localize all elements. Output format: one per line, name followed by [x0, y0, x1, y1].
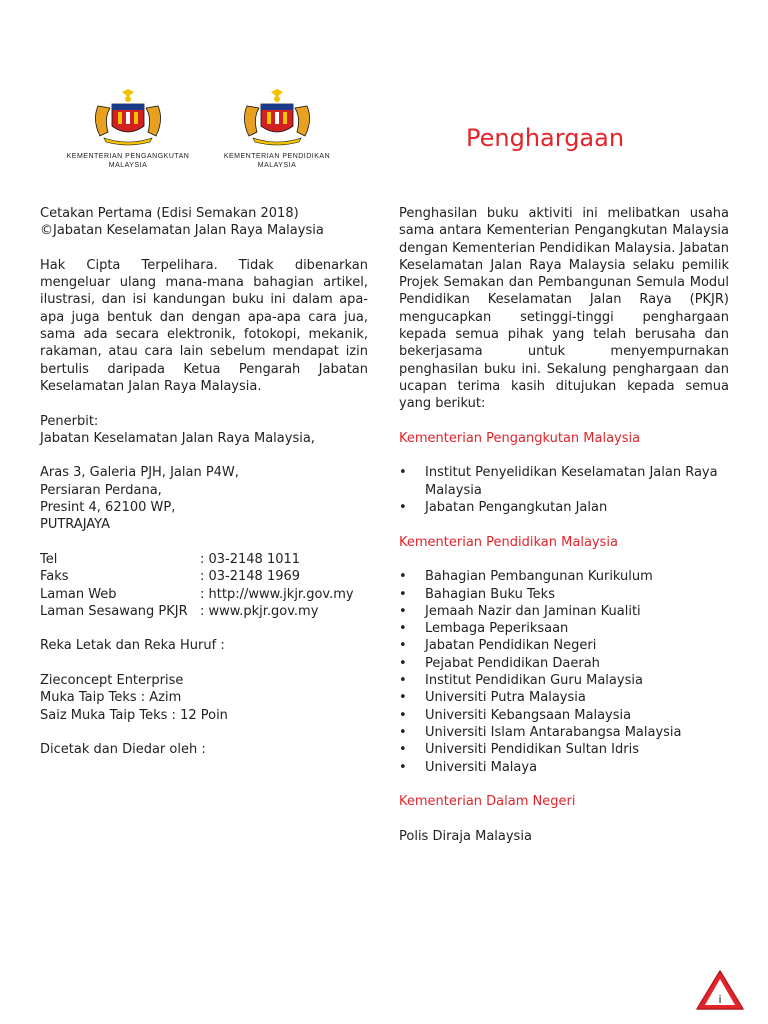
list-item [399, 741, 729, 758]
list-item [399, 603, 729, 620]
list-item [399, 586, 729, 603]
intro-paragraph: Penghasilan buku aktiviti ini melibatkan usaha sama antara Kementerian Pengangkutan Malaysia dengan Kementerian Pendidikan Malaysia. Jabatan Keselamatan Jalan Raya Malaysia selaku pemilik Projek Semakan dan Pembangunan Semula Modul Pendidikan Keselamatan Jalan Raya (PKJR) mengucapkan setinggi-tinggi penghargaan kepada semua pihak yang telah berusaha dan bekerjasama untuk menyempurnakan penghasilan buku ini. Sekalung penghargaan dan ucapan terima kasih ditujukan kepada semua yang berikut: [399, 206, 729, 412]
list-item [399, 464, 729, 499]
list-item [399, 672, 729, 689]
warning-sign-icon [694, 968, 746, 1012]
sign-glyph: i [718, 993, 722, 1006]
list-item-label: Bahagian Pembangunan Kurikulum [425, 569, 653, 585]
rights-statement: Hak Cipta Terpelihara. Tidak dibenarkan mengeluar ulang mana-mana bahagian artikel, ilustrasi, dan isi kandungan buku ini dalam apa-apa juga bentuk dan dengan apa-apa cara jua, sama ada secara elektronik, fotokopi, mekanik, rakaman, atau cara lain sebelum mendapat izin bertulis daripada Ketua Pengarah Jabatan Keselamatan Jalan Raya Malaysia. [40, 257, 368, 394]
list-item [399, 620, 729, 637]
coat-of-arms-icon [237, 88, 317, 148]
section-heading-education: Kementerian Pendidikan Malaysia [399, 534, 618, 550]
section-heading-home-affairs: Kementerian Dalam Negeri [399, 794, 576, 810]
home-affairs-agency: Polis Diraja Malaysia [399, 828, 532, 844]
address-line: Aras 3, Galeria PJH, Jalan P4W, [40, 465, 239, 481]
education-agency-list [399, 568, 729, 776]
company-name: Zieconcept Enterprise [40, 673, 184, 689]
bullet-icon: • [399, 655, 407, 671]
list-item-label: Pejabat Pendidikan Daerah [425, 655, 600, 671]
bullet-icon: • [399, 707, 407, 723]
list-item [399, 637, 729, 654]
address-line: Persiaran Perdana, [40, 482, 162, 498]
list-item [399, 655, 729, 672]
contact-value: : www.pkjr.gov.my [200, 603, 319, 619]
address-line: Presint 4, 62100 WP, [40, 500, 176, 516]
ministry-transport-logo [58, 88, 198, 170]
bullet-icon: • [399, 690, 407, 706]
list-item-label: Universiti Putra Malaysia [425, 690, 586, 706]
typeface-line: Muka Taip Teks : Azim [40, 690, 182, 706]
list-item-label: Jemaah Nazir dan Jaminan Kualiti [425, 603, 641, 619]
ministry-transport-caption: KEMENTERIAN PENGANGKUTAN MALAYSIA [66, 153, 190, 169]
contact-label: Laman Web [40, 586, 117, 602]
bullet-icon: • [399, 673, 407, 689]
publication-info [40, 205, 368, 759]
list-item-label: Bahagian Buku Teks [425, 586, 555, 602]
publisher-name: Jabatan Keselamatan Jalan Raya Malaysia, [40, 430, 315, 446]
contact-row-web [40, 586, 368, 603]
page-title: Penghargaan [466, 124, 625, 152]
list-item-label: Universiti Kebangsaan Malaysia [425, 707, 632, 723]
contact-label: Tel [40, 551, 58, 567]
bullet-icon: • [399, 638, 407, 654]
bullet-icon: • [399, 742, 407, 758]
list-item [399, 759, 729, 776]
bullet-icon: • [399, 465, 407, 481]
list-item-label: Universiti Pendidikan Sultan Idris [425, 742, 639, 758]
bullet-icon: • [399, 621, 407, 637]
bullet-icon: • [399, 569, 407, 585]
ministry-education-caption: KEMENTERIAN PENDIDIKAN MALAYSIA [223, 153, 331, 169]
contact-row-tel [40, 551, 368, 568]
contact-label: Laman Sesawang PKJR [40, 603, 188, 619]
list-item-label: Institut Penyelidikan Keselamatan Jalan Raya Malaysia [425, 465, 718, 498]
bullet-icon: • [399, 500, 407, 516]
edition-line: Cetakan Pertama (Edisi Semakan 2018) [40, 206, 299, 221]
bullet-icon: • [399, 724, 407, 740]
layout-label: Reka Letak dan Reka Huruf : [40, 638, 225, 654]
list-item-label: Lembaga Peperiksaan [425, 621, 569, 637]
contact-value: : http://www.jkjr.gov.my [200, 586, 354, 602]
list-item-label: Jabatan Pendidikan Negeri [425, 638, 597, 654]
address-line: PUTRAJAYA [40, 517, 111, 533]
bullet-icon: • [399, 603, 407, 619]
list-item-label: Institut Pendidikan Guru Malaysia [425, 673, 643, 689]
list-item [399, 707, 729, 724]
list-item [399, 689, 729, 706]
copyright-owner: ©Jabatan Keselamatan Jalan Raya Malaysia [40, 223, 324, 239]
typesize-line: Saiz Muka Taip Teks : 12 Poin [40, 707, 228, 723]
printer-label: Dicetak dan Diedar oleh : [40, 742, 206, 758]
contact-row-pkjr [40, 603, 368, 620]
acknowledgements [399, 205, 729, 845]
list-item-label: Universiti Islam Antarabangsa Malaysia [425, 724, 682, 740]
bullet-icon: • [399, 586, 407, 602]
contact-value: : 03-2148 1969 [200, 569, 301, 585]
bullet-icon: • [399, 759, 407, 775]
contact-row-fax [40, 568, 368, 585]
list-item-label: Jabatan Pengangkutan Jalan [425, 500, 608, 516]
publisher-label: Penerbit: [40, 413, 99, 429]
list-item [399, 568, 729, 585]
coat-of-arms-icon [88, 88, 168, 148]
contact-value: : 03-2148 1011 [200, 551, 301, 567]
list-item-label: Universiti Malaya [425, 759, 538, 775]
section-heading-transport: Kementerian Pengangkutan Malaysia [399, 430, 641, 446]
list-item [399, 499, 729, 516]
list-item [399, 724, 729, 741]
transport-agency-list [399, 464, 729, 516]
contact-label: Faks [40, 569, 69, 585]
ministry-education-logo [207, 88, 347, 170]
